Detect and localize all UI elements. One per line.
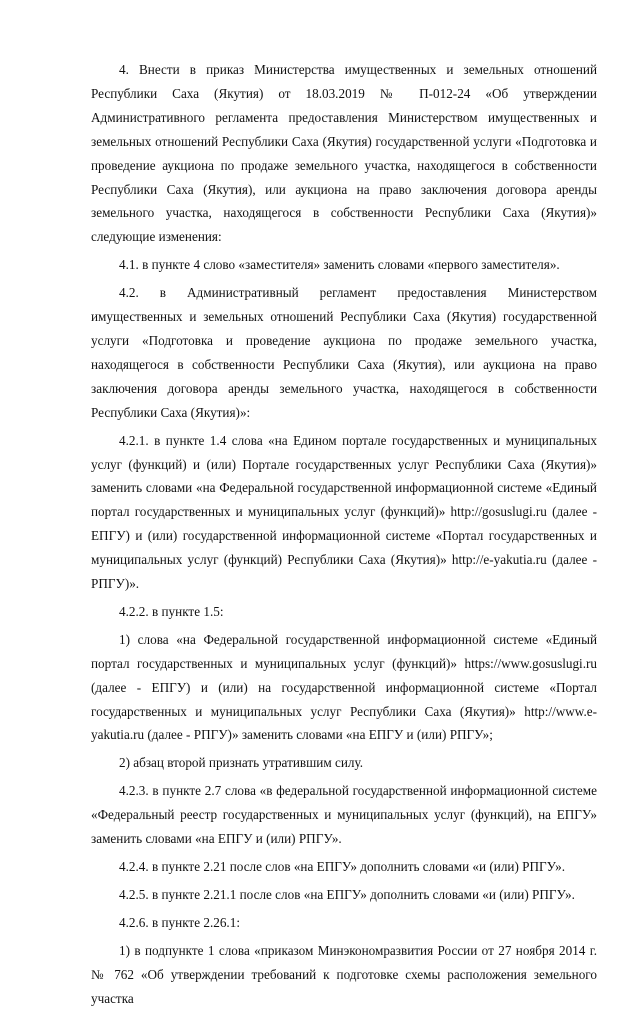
paragraph-item-4-1: 4.1. в пункте 4 слово «заместителя» заменить словами «первого заместителя». [119,257,560,273]
paragraph-subitem-1-cont: 1) в подпункте 1 слова «приказом Минэкономразвития России от 27 ноября 2014 г. № 762 «Об утверждении требований к подготовке схемы расположения земельного участка [91,942,597,1006]
paragraph-item-4-2-3: 4.2.3. в пункте 2.7 слова «в федеральной государственной информационной системе «Федеральный реестр государственных и муниципальных услуг (функций), на ЕПГУ» заменить словами «на ЕПГУ и (или) РПГУ». [91,783,597,847]
paragraph-item-4-2-1: 4.2.1. в пункте 1.4 слова «на Едином портале государственных и муниципальных услуг (функций) и (или) Портале государственных услуг Республики Саха (Якутия)» заменить словами «на Федеральной государственной информационной системе «Единый портал государственных и муниципальных услуг (функций)» http://gosuslugi.ru (далее - ЕПГУ) и (или) государственной информационной системе «Портал государственных и муниципальных услуг (функций) Республики Саха (Якутия)» http://e-yakutia.ru (далее - РПГУ)». [91,432,597,592]
paragraph-subitem-1: 1) слова «на Федеральной государственной информационной системе «Единый портал государственных и муниципальных услуг (функций)» https://www.gosuslugi.ru (далее - ЕПГУ) и (или) на государственной информационной системе «Портал государственных и муниципальных услуг Республики Саха (Якутия)» http://www.e-yakutia.ru (далее - РПГУ)» заменить словами «на ЕПГУ и (или) РПГУ»; [91,631,597,743]
paragraph-subitem-2: 2) абзац второй признать утратившим силу. [119,755,364,771]
paragraph-item-4-2-4: 4.2.4. в пункте 2.21 после слов «на ЕПГУ» дополнить словами «и (или) РПГУ». [119,859,566,874]
paragraph-item-4-2-2: 4.2.2. в пункте 1.5: [119,603,224,619]
paragraph-item-4-2: 4.2. в Административный регламент предоставления Министерством имущественных и земельных отношений Республики Саха (Якутия) государственной услуги «Подготовка и проведение аукциона по продаже земельного участка, находящегося в собственности Республики Саха (Якутия), или аукциона на право заключения договора аренды земельного участка, находящегося в собственности Республики Саха (Якутия)»: [91,285,597,420]
paragraph-item-4-2-5: 4.2.5. в пункте 2.21.1 после слов «на ЕПГУ» дополнить словами «и (или) РПГУ». [119,886,575,902]
paragraph-item-4-2-6: 4.2.6. в пункте 2.26.1: [119,914,240,930]
paragraph-item-4: 4. Внести в приказ Министерства имущественных и земельных отношений Республики Саха (Якутия) от 18.03.2019 № П-012-24 «Об утверждении Административного регламента предоставления Министерством имущественных и земельных отношений Республики Саха (Якутия) государственной услуги «Подготовка и проведение аукциона по продаже земельного участка, находящегося в собственности Республики Саха (Якутия), или аукциона на право заключения договора аренды земельного участка, находящегося в собственности Республики Саха (Якутия)» следующие изменения: [91,62,597,245]
document-page [91,58,597,1014]
